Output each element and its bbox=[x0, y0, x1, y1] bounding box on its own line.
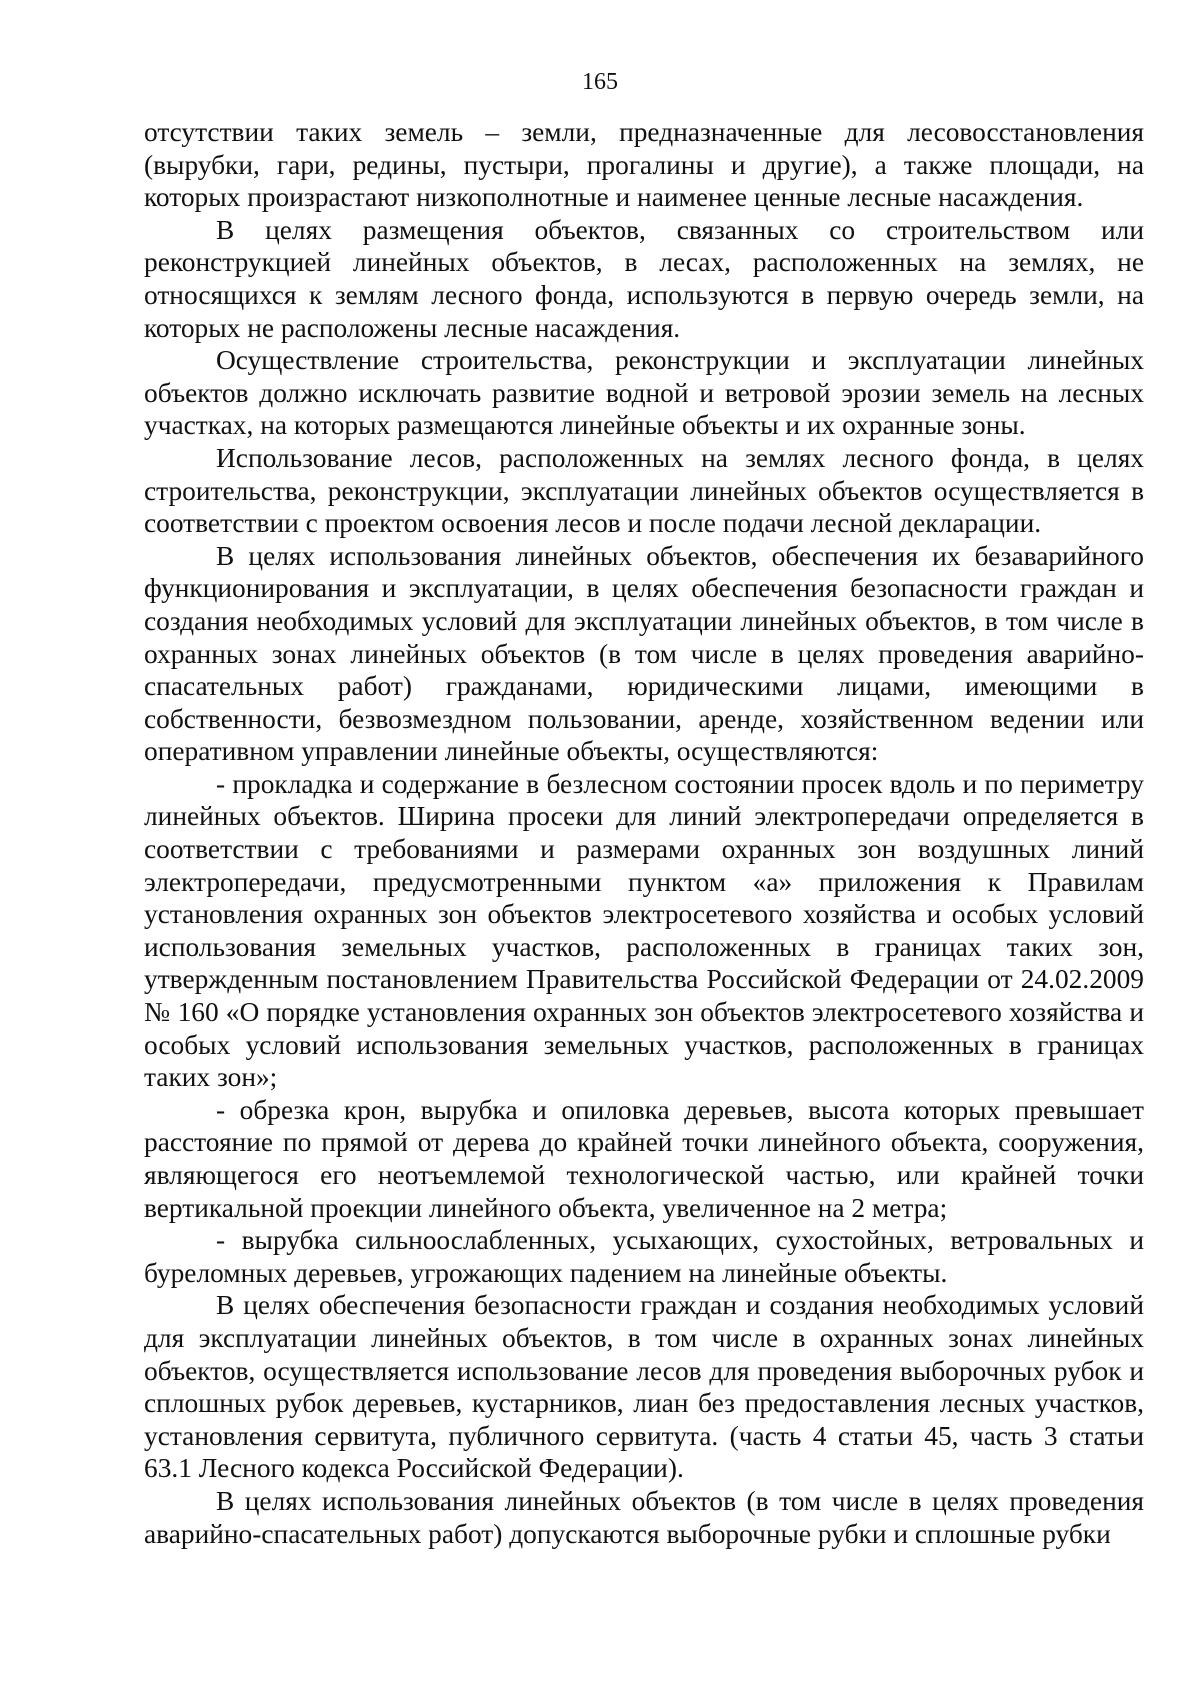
list-item: - обрезка крон, вырубка и опиловка деревьев, высота которых превышает расстояние по прямой от дерева до крайней точки линейного объекта, сооружения, являющегося его неотъемлемой технологической частью, или крайней точки вертикальной проекции линейного объекта, увеличенное на 2 метра; bbox=[144, 1094, 1144, 1223]
paragraph: В целях обеспечения безопасности граждан и создания необходимых условий для эксплуатации линейных объектов, в том числе в охранных зонах линейных объектов, осуществляется использование лесов для проведения выборочных рубок и сплошных рубок деревьев, кустарников, лиан без предоставления лесных участков, установления сервитута, публичного сервитута. (часть 4 статьи 45, часть 3 статьи 63.1 Лесного кодекса Российской Федерации). bbox=[144, 1290, 1144, 1484]
document-body bbox=[144, 116, 1144, 1550]
list-item: - вырубка сильноослабленных, усыхающих, сухостойных, ветровальных и буреломных деревьев, угрожающих падением на линейные объекты. bbox=[144, 1225, 1144, 1288]
paragraph: В целях размещения объектов, связанных со строительством или реконструкцией линейных объектов, в лесах, расположенных на землях, не относящихся к землям лесного фонда, используются в первую очередь земли, на которых не расположены лесные насаждения. bbox=[144, 214, 1144, 343]
paragraph: В целях использования линейных объектов (в том числе в целях проведения аварийно-спасательных работ) допускаются выборочные рубки и сплошные рубки bbox=[144, 1485, 1144, 1549]
list-item: - прокладка и содержание в безлесном состоянии просек вдоль и по периметру линейных объектов. Ширина просеки для линий электропередачи определяется в соответствии с требованиями и размерами охранных зон воздушных линий электропередачи, предусмотренными пунктом «а» приложения к Правилам установления охранных зон объектов электросетевого хозяйства и особых условий использования земельных участков, расположенных в границах таких зон, утвержденным постановлением Правительства Российской Федерации от 24.02.2009 № 160 «О порядке установления охранных зон объектов электросетевого хозяйства и особых условий использования земельных участков, расположенных в границах таких зон»; bbox=[144, 768, 1144, 1093]
page-number: 165 bbox=[582, 69, 618, 95]
paragraph: В целях использования линейных объектов, обеспечения их безаварийного функционирования и эксплуатации, в целях обеспечения безопасности граждан и создания необходимых условий для эксплуатации линейных объектов, в том числе в охранных зонах линейных объектов (в том числе в целях проведения аварийно-спасательных работ) гражданами, юридическими лицами, имеющими в собственности, безвозмездном пользовании, аренде, хозяйственном ведении или оперативном управлении линейные объекты, осуществляются: bbox=[144, 540, 1144, 767]
paragraph: Использование лесов, расположенных на землях лесного фонда, в целях строительства, реконструкции, эксплуатации линейных объектов осуществляется в соответствии с проектом освоения лесов и после подачи лесной декларации. bbox=[144, 442, 1144, 539]
paragraph-continuation: отсутствии таких земель – земли, предназначенные для лесовосстановления (вырубки, гари, редины, пустыри, прогалины и другие), а также площади, на которых произрастают низкополнотные и наименее ценные лесные насаждения. bbox=[144, 117, 1144, 213]
paragraph: Осуществление строительства, реконструкции и эксплуатации линейных объектов должно исключать развитие водной и ветровой эрозии земель на лесных участках, на которых размещаются линейные объекты и их охранные зоны. bbox=[144, 345, 1144, 441]
